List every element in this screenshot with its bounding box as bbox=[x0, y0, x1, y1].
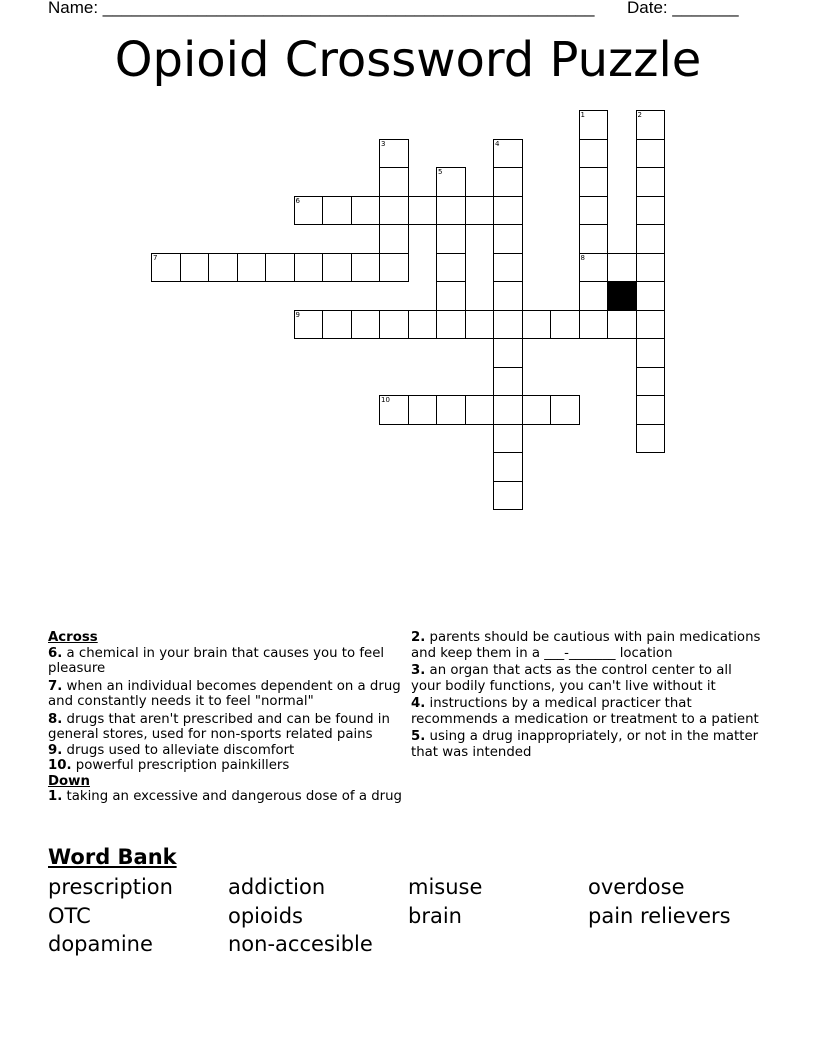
clue-text: an organ that acts as the control center to all your bodily functions, you can't live without it bbox=[411, 663, 732, 694]
clue-down-4 bbox=[411, 696, 761, 727]
grid-cell[interactable] bbox=[579, 281, 609, 311]
grid-cell[interactable] bbox=[294, 310, 324, 340]
grid-cell[interactable] bbox=[493, 452, 523, 482]
grid-cell[interactable] bbox=[493, 196, 523, 226]
clue-text: when an individual becomes dependent on a drug and constantly needs it to feel "normal" bbox=[48, 678, 401, 709]
clue-across-8 bbox=[48, 712, 408, 743]
grid-cell[interactable] bbox=[208, 253, 238, 283]
clues-right-column bbox=[411, 630, 761, 762]
word-bank-item: overdose bbox=[588, 875, 685, 899]
grid-cell[interactable] bbox=[265, 253, 295, 283]
grid-cell[interactable] bbox=[636, 196, 666, 226]
word-bank-item: non-accesible bbox=[228, 932, 373, 956]
word-bank-item: prescription bbox=[48, 875, 173, 899]
grid-cell[interactable] bbox=[607, 310, 637, 340]
clue-number-label: 10 bbox=[381, 396, 390, 404]
grid-cell[interactable] bbox=[579, 253, 609, 283]
clue-number: 7. bbox=[48, 678, 63, 694]
grid-cell[interactable] bbox=[579, 110, 609, 140]
clue-text: parents should be cautious with pain medications and keep them in a ___-_______ location bbox=[411, 630, 761, 661]
clue-across-7 bbox=[48, 679, 408, 710]
grid-cell[interactable] bbox=[379, 167, 409, 197]
grid-cell[interactable] bbox=[636, 338, 666, 368]
grid-cell[interactable] bbox=[436, 395, 466, 425]
clue-number: 9. bbox=[48, 742, 63, 758]
clue-number-label: 7 bbox=[153, 253, 158, 262]
clue-number: 3. bbox=[411, 663, 426, 678]
puzzle-title: Opioid Crossword Puzzle bbox=[114, 32, 702, 88]
grid-cell[interactable] bbox=[636, 167, 666, 197]
clue-number-label: 1 bbox=[580, 111, 585, 119]
clue-number: 10. bbox=[48, 758, 72, 773]
grid-cell[interactable] bbox=[351, 253, 381, 283]
word-bank-item: addiction bbox=[228, 875, 326, 899]
grid-cell[interactable] bbox=[351, 310, 381, 340]
word-bank-item: misuse bbox=[408, 875, 483, 899]
grid-cell[interactable] bbox=[294, 196, 324, 226]
grid-cell[interactable] bbox=[180, 253, 210, 283]
word-bank-item: OTC bbox=[48, 904, 91, 928]
word-bank-item: opioids bbox=[228, 904, 303, 928]
grid-cell[interactable] bbox=[607, 253, 637, 283]
grid-cell[interactable] bbox=[408, 395, 438, 425]
grid-cell[interactable] bbox=[636, 224, 666, 254]
clue-text: drugs that aren't prescribed and can be found in general stores, used for non-sports related pains bbox=[48, 711, 390, 742]
clue-number-label: 3 bbox=[381, 139, 386, 148]
grid-cell[interactable] bbox=[579, 196, 609, 226]
clue-down-3 bbox=[411, 663, 761, 694]
clue-number-label: 4 bbox=[495, 139, 500, 148]
grid-cell[interactable] bbox=[322, 196, 352, 226]
grid-cell[interactable] bbox=[379, 224, 409, 254]
clue-number: 8. bbox=[48, 711, 63, 727]
grid-cell[interactable] bbox=[436, 224, 466, 254]
grid-cell[interactable] bbox=[465, 310, 495, 340]
grid-cell[interactable] bbox=[379, 395, 409, 425]
grid-cell[interactable] bbox=[294, 253, 324, 283]
grid-cell[interactable] bbox=[636, 281, 666, 311]
grid-cell[interactable] bbox=[465, 196, 495, 226]
clue-across-9 bbox=[48, 743, 408, 759]
grid-cell[interactable] bbox=[436, 167, 466, 197]
grid-cell[interactable] bbox=[351, 196, 381, 226]
grid-cell[interactable] bbox=[436, 253, 466, 283]
grid-cell[interactable] bbox=[493, 167, 523, 197]
clue-number: 5. bbox=[411, 729, 426, 744]
grid-cell[interactable] bbox=[522, 310, 552, 340]
word-bank-title: Word Bank bbox=[48, 845, 177, 869]
clue-text: powerful prescription painkillers bbox=[75, 758, 290, 773]
clue-down-2 bbox=[411, 630, 761, 661]
grid-cell[interactable] bbox=[636, 310, 666, 340]
grid-cell[interactable] bbox=[408, 196, 438, 226]
grid-cell[interactable] bbox=[493, 139, 523, 169]
grid-cell[interactable] bbox=[550, 310, 580, 340]
grid-cell[interactable] bbox=[408, 310, 438, 340]
grid-cell[interactable] bbox=[322, 310, 352, 340]
grid-cell[interactable] bbox=[493, 481, 523, 511]
grid-cell[interactable] bbox=[436, 310, 466, 340]
clues-left-column bbox=[48, 630, 408, 807]
clue-number-label: 5 bbox=[438, 168, 443, 176]
clue-down-1 bbox=[48, 789, 408, 805]
grid-cell[interactable] bbox=[379, 139, 409, 169]
name-field[interactable]: Name: ____________________________________________________ bbox=[48, 0, 595, 17]
grid-cell[interactable] bbox=[579, 310, 609, 340]
blocked-cell bbox=[607, 281, 637, 311]
grid-cell[interactable] bbox=[636, 139, 666, 169]
grid-cell[interactable] bbox=[636, 395, 666, 425]
clue-text: instructions by a medical practicer that recommends a medication or treatment to a patient bbox=[411, 696, 759, 727]
grid-cell[interactable] bbox=[436, 196, 466, 226]
clue-number-label: 6 bbox=[295, 196, 300, 205]
word-bank-item: brain bbox=[408, 904, 462, 928]
clue-text: using a drug inappropriately, or not in the matter that was intended bbox=[411, 729, 759, 760]
clue-text: a chemical in your brain that causes you to feel pleasure bbox=[48, 645, 385, 676]
grid-cell[interactable] bbox=[579, 139, 609, 169]
clue-number: 1. bbox=[48, 789, 63, 804]
clue-down-5 bbox=[411, 729, 761, 760]
clue-number: 2. bbox=[411, 630, 426, 645]
clue-across-6 bbox=[48, 646, 408, 677]
clue-number-label: 2 bbox=[637, 111, 642, 119]
grid-cell[interactable] bbox=[379, 253, 409, 283]
clue-across-10 bbox=[48, 758, 408, 774]
grid-cell[interactable] bbox=[493, 367, 523, 397]
grid-cell[interactable] bbox=[579, 224, 609, 254]
word-bank-item: pain relievers bbox=[588, 904, 731, 928]
grid-cell[interactable] bbox=[493, 310, 523, 340]
grid-cell[interactable] bbox=[436, 281, 466, 311]
grid-cell[interactable] bbox=[636, 110, 666, 140]
grid-cell[interactable] bbox=[493, 224, 523, 254]
date-field[interactable]: Date: _______ bbox=[627, 0, 739, 17]
grid-cell[interactable] bbox=[493, 338, 523, 368]
grid-cell[interactable] bbox=[322, 253, 352, 283]
down-heading: Down bbox=[48, 773, 90, 789]
clue-number-label: 9 bbox=[295, 310, 300, 319]
grid-cell[interactable] bbox=[493, 395, 523, 425]
grid-cell[interactable] bbox=[493, 281, 523, 311]
grid-cell[interactable] bbox=[379, 196, 409, 226]
grid-cell[interactable] bbox=[579, 167, 609, 197]
grid-cell[interactable] bbox=[522, 395, 552, 425]
grid-cell[interactable] bbox=[550, 395, 580, 425]
grid-cell[interactable] bbox=[151, 253, 181, 283]
clue-text: drugs used to alleviate discomfort bbox=[66, 742, 295, 758]
word-bank-item: dopamine bbox=[48, 932, 153, 956]
grid-cell[interactable] bbox=[465, 395, 495, 425]
grid-cell[interactable] bbox=[493, 424, 523, 454]
clue-number: 4. bbox=[411, 696, 426, 711]
clue-number: 6. bbox=[48, 645, 63, 661]
clue-text: taking an excessive and dangerous dose of a drug bbox=[66, 789, 402, 804]
grid-cell[interactable] bbox=[636, 424, 666, 454]
grid-cell[interactable] bbox=[493, 253, 523, 283]
across-heading: Across bbox=[48, 630, 98, 645]
grid-cell[interactable] bbox=[636, 253, 666, 283]
grid-cell[interactable] bbox=[636, 367, 666, 397]
grid-cell[interactable] bbox=[379, 310, 409, 340]
clue-number-label: 8 bbox=[580, 253, 585, 262]
grid-cell[interactable] bbox=[237, 253, 267, 283]
